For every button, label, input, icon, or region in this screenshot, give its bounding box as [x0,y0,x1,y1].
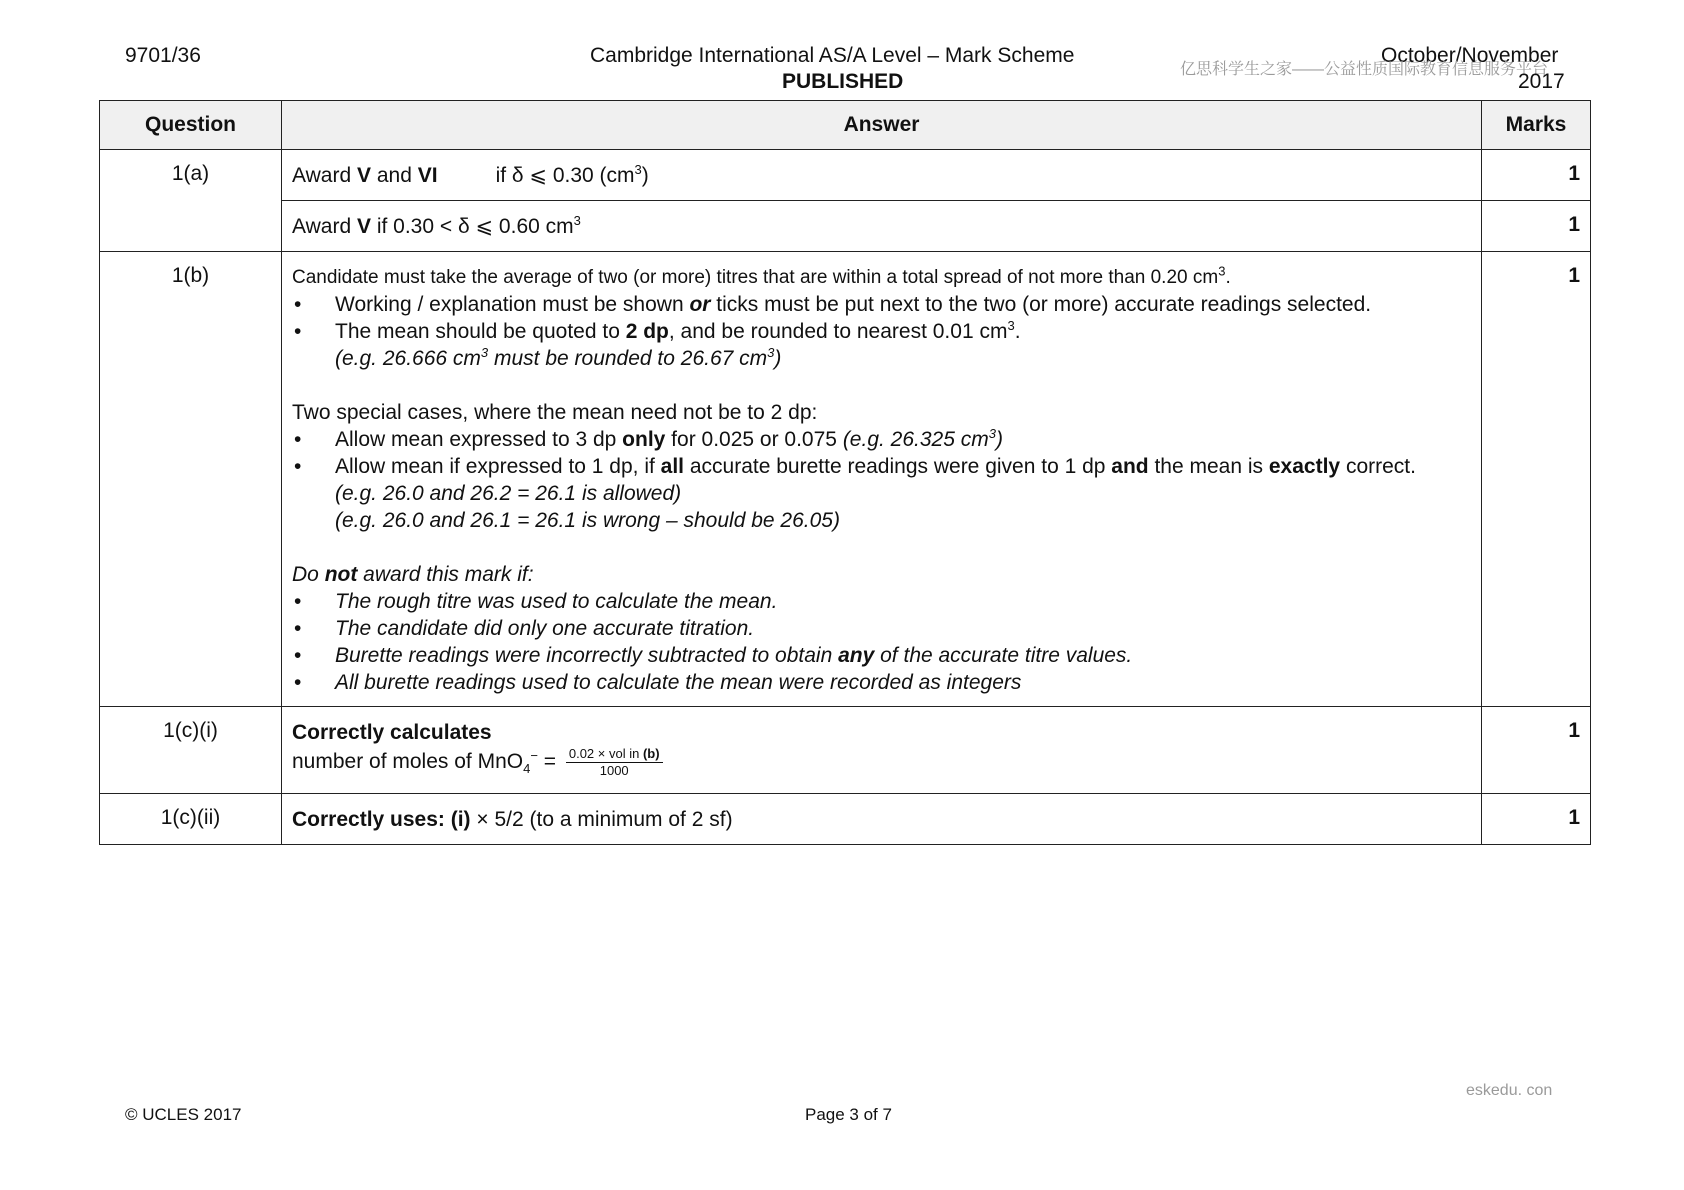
answer-text: Award [292,164,357,187]
exam-session: October/November [1381,44,1559,67]
bullet-item [292,669,1471,696]
answer-bold: V [356,215,371,238]
answer-text: (e.g. 26.325 cm [842,428,989,451]
answer-italic: All burette readings used to calculate the mean were recorded as integers [335,671,1022,694]
answer-text: must be rounded to 26.67 cm [488,347,768,370]
answer-text: = [537,750,562,774]
answer-bold: any [838,644,875,667]
answer-text: Award [292,215,357,238]
answer-italic: (e.g. 26.0 and 26.2 = 26.1 is allowed) [335,482,682,505]
answer-text: × 5/2 (to a minimum of 2 sf) [470,808,733,831]
answer-text: award this mark if: [357,563,534,586]
answer-text: Allow mean if expressed to 1 dp, if [335,455,661,478]
table-row-1ci [100,707,1591,794]
bullet-item [292,642,1471,669]
column-header-answer: Answer [282,101,1482,150]
fraction-denominator: 1000 [599,763,629,778]
answer-text: 0.02 × vol in [568,746,643,761]
special-cases-heading: Two special cases, where the mean need not be to 2 dp: [292,401,818,424]
question-label-1b: 1(b) [100,252,282,707]
site-watermark: eskedu. con [1466,1082,1553,1099]
question-label-1ci: 1(c)(i) [100,707,282,794]
answer-text: accurate burette readings were given to 1 dp [684,455,1112,478]
subscript: 4 [523,761,531,777]
answer-bold-italic: or [689,293,711,316]
document-title: Cambridge International AS/A Level – Mark Scheme [590,44,1075,67]
bullet-item [292,453,1471,480]
answer-bold: not [324,563,358,586]
watermark-text: 亿思科学生之家——公益性质国际教育信息服务平台 [1180,61,1549,78]
column-header-question: Question [100,101,282,150]
answer-text: (e.g. 26.666 cm [335,347,481,370]
answer-heading: Correctly calculates [292,721,492,744]
mark-value-1cii: 1 [1482,794,1591,845]
answer-italic: (e.g. 26.0 and 26.1 = 26.1 is wrong – should be 26.05) [335,509,840,532]
answer-text: Do [292,563,325,586]
copyright: © UCLES 2017 [125,1105,242,1124]
mark-scheme-table [99,100,1591,845]
table-header-row [100,101,1591,150]
answer-cell-1b [282,252,1482,707]
example-line [292,345,1471,372]
question-label-1a: 1(a) [100,150,282,252]
answer-text: for 0.025 or 0.075 [665,428,843,451]
superscript: 3 [480,345,489,360]
answer-text: Candidate must take the average of two (or more) titres that are within a total spread of not more than 0.20 cm [292,267,1219,288]
answer-text: if δ ⩽ 0.30 (cm [495,164,635,187]
answer-text: ) [774,347,782,370]
mark-value-1a-2: 1 [1482,201,1591,252]
bullet-item [292,426,1471,453]
answer-bold: all [660,455,685,478]
fraction-numerator [566,746,663,763]
superscript: 3 [1218,263,1226,279]
answer-text: if 0.30 < δ ⩽ 0.60 cm [371,215,574,238]
answer-text: The mean should be quoted to [335,320,626,343]
answer-text: of the accurate titre values. [874,644,1133,667]
answer-text: , and be rounded to nearest 0.01 cm [668,320,1008,343]
superscript: 3 [988,426,996,441]
answer-text: ticks must be put next to the two (or more) accurate readings selected. [710,293,1372,316]
example-line [292,480,1471,507]
answer-italic: The candidate did only one accurate titration. [335,617,755,640]
answer-text: . [1225,267,1231,288]
answer-bold: V [356,164,371,187]
answer-text: . [1014,320,1021,343]
superscript: 3 [1007,318,1015,333]
bullet-item [292,588,1471,615]
answer-bold: Correctly uses: (i) [292,808,471,831]
document-subtitle: PUBLISHED [782,70,904,93]
table-row-1a-2 [100,201,1591,252]
answer-text: number of moles of MnO [292,750,524,774]
answer-italic: The rough titre was used to calculate the mean. [335,590,778,613]
answer-text: the mean is [1148,455,1269,478]
answer-text: and [371,164,418,187]
mark-value-1ci: 1 [1482,707,1591,794]
superscript: 3 [573,213,581,228]
answer-bold: exactly [1268,455,1341,478]
answer-cell-1ci [282,707,1482,794]
table-row-1b [100,252,1591,707]
answer-text: Allow mean expressed to 3 dp [335,428,623,451]
paper-code: 9701/36 [125,44,201,67]
answer-text: Burette readings were incorrectly subtracted to obtain [335,644,839,667]
exam-year: 2017 [1518,70,1565,93]
answer-text: Working / explanation must be shown [335,293,690,316]
answer-text: ) [641,164,649,187]
superscript: 3 [634,162,642,177]
answer-cell-1a-2 [282,201,1482,252]
answer-intro [292,264,1471,291]
mark-value-1a-1: 1 [1482,150,1591,201]
bullet-item [292,318,1471,345]
superscript: − [530,748,538,764]
bullet-item [292,291,1471,318]
answer-text: correct. [1340,455,1416,478]
answer-bold: (b) [642,746,660,761]
table-row-1cii [100,794,1591,845]
answer-text: ) [995,428,1003,451]
example-line [292,507,1471,534]
answer-bold: 2 dp [625,320,669,343]
answer-cell-1a-1 [282,150,1482,201]
page-number: Page 3 of 7 [805,1105,892,1124]
formula-line [292,746,1471,779]
question-label-1cii: 1(c)(ii) [100,794,282,845]
column-header-marks: Marks [1482,101,1591,150]
answer-cell-1cii [282,794,1482,845]
superscript: 3 [767,345,775,360]
mark-value-1b: 1 [1482,252,1591,707]
answer-bold: VI [417,164,438,187]
table-row-1a-1 [100,150,1591,201]
bullet-item [292,615,1471,642]
do-not-heading [292,561,1471,588]
answer-bold: only [622,428,666,451]
answer-bold: and [1111,455,1149,478]
fraction [566,746,663,779]
